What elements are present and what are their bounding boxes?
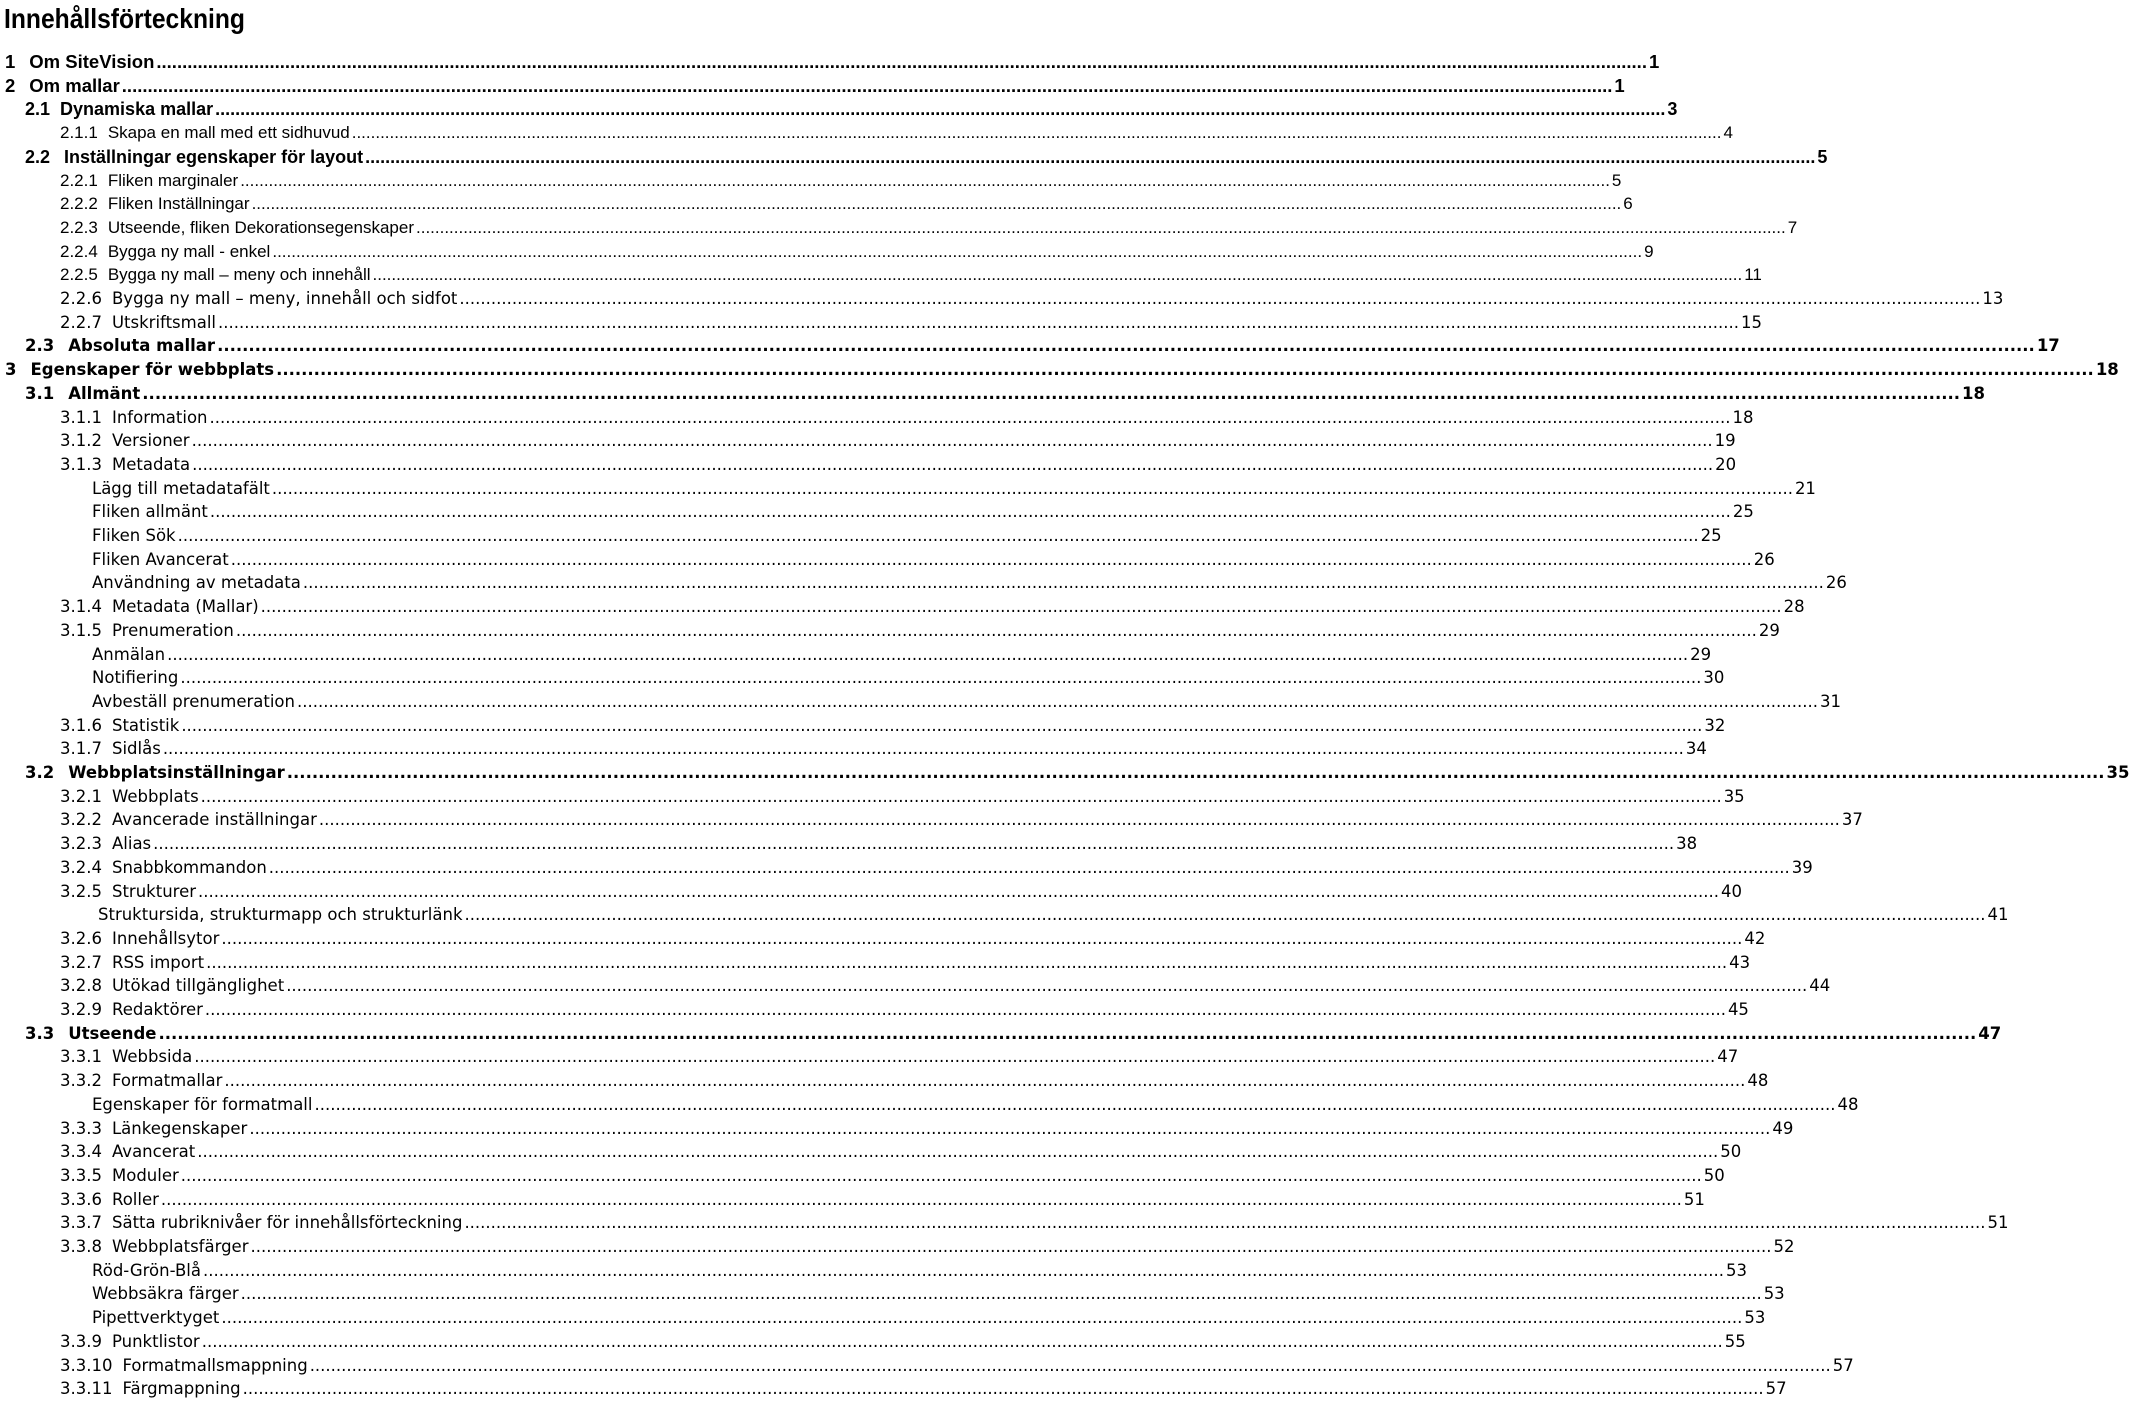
toc-entry[interactable] bbox=[0, 619, 1780, 643]
toc-entry-page: 9 bbox=[1644, 242, 1654, 261]
dot-leader bbox=[287, 761, 2105, 785]
dot-leader bbox=[297, 690, 1818, 714]
toc-entry-label: Statistik bbox=[111, 716, 180, 735]
dot-leader bbox=[156, 50, 1647, 74]
dot-leader bbox=[310, 1354, 1831, 1378]
toc-entry-page: 37 bbox=[1841, 810, 1863, 829]
toc-entry-page: 53 bbox=[1763, 1284, 1785, 1303]
dot-leader bbox=[218, 311, 1739, 335]
toc-entry-label: Användning av metadata bbox=[92, 573, 301, 592]
toc-entry-page: 57 bbox=[1765, 1379, 1787, 1398]
toc-entry[interactable] bbox=[0, 714, 1726, 738]
toc-entry-number: 3.3.1 bbox=[60, 1047, 102, 1066]
toc-entry-number: 3.3 bbox=[25, 1024, 55, 1043]
toc-entry-page: 28 bbox=[1783, 597, 1805, 616]
toc-entry-label: Avbeställ prenumeration bbox=[92, 692, 295, 711]
toc-entry-label: Dynamiska mallar bbox=[60, 99, 214, 119]
dot-leader bbox=[153, 832, 1674, 856]
toc-entry-number: 2 bbox=[5, 75, 16, 96]
toc-entry-page: 35 bbox=[1723, 787, 1745, 806]
toc-entry[interactable] bbox=[0, 998, 1749, 1022]
toc-entry-page: 15 bbox=[1741, 313, 1763, 332]
toc-entry-page: 57 bbox=[1832, 1356, 1854, 1375]
toc-entry-label: Struktursida, strukturmapp och strukturlänk bbox=[98, 905, 463, 924]
dot-leader bbox=[221, 1306, 1742, 1330]
toc-entry[interactable] bbox=[0, 1259, 1748, 1283]
toc-entry[interactable] bbox=[0, 1045, 1739, 1069]
toc-entry-number: 3.1.4 bbox=[60, 597, 102, 616]
toc-entry-number: 2.1 bbox=[25, 99, 51, 119]
dot-leader bbox=[272, 240, 1642, 264]
toc-entry[interactable] bbox=[0, 1093, 1859, 1117]
dot-leader bbox=[203, 1259, 1724, 1283]
toc-entry-number: 2.3 bbox=[25, 336, 55, 355]
toc-entry-page: 39 bbox=[1791, 858, 1813, 877]
dot-leader bbox=[217, 334, 2035, 358]
toc-entry-label: Fliken Avancerat bbox=[92, 550, 229, 569]
toc-entry-label: Webbsäkra färger bbox=[92, 1284, 239, 1303]
dot-leader bbox=[269, 856, 1790, 880]
toc-entry-page: 50 bbox=[1703, 1166, 1725, 1185]
toc-entry-page: 48 bbox=[1747, 1071, 1769, 1090]
dot-leader bbox=[194, 1045, 1715, 1069]
dot-leader bbox=[231, 548, 1752, 572]
toc-entry-number: 3.1.2 bbox=[60, 431, 102, 450]
toc-entry[interactable] bbox=[0, 880, 1743, 904]
toc-entry-number: 2.2 bbox=[25, 147, 51, 167]
toc-entry[interactable] bbox=[0, 1354, 1854, 1378]
page-title: Innehållsförteckning bbox=[4, 3, 245, 34]
toc-entry-page: 19 bbox=[1714, 431, 1736, 450]
toc-entry[interactable] bbox=[0, 74, 1625, 98]
toc-entry-number: 2.1.1 bbox=[60, 123, 98, 142]
toc-entry-label: Utseende, fliken Dekorationsegenskaper bbox=[107, 218, 414, 237]
toc-entry-page: 55 bbox=[1724, 1332, 1746, 1351]
toc-entry-page: 11 bbox=[1744, 265, 1762, 284]
dot-leader bbox=[252, 192, 1622, 216]
toc-entry[interactable] bbox=[0, 192, 1633, 216]
toc-entry-page: 18 bbox=[1732, 408, 1754, 427]
toc-entry-label: Roller bbox=[111, 1190, 159, 1209]
toc-entry[interactable] bbox=[0, 524, 1722, 548]
toc-entry-page: 13 bbox=[1982, 289, 2004, 308]
dot-leader bbox=[198, 880, 1719, 904]
toc-entry[interactable] bbox=[0, 500, 1754, 524]
dot-leader bbox=[167, 643, 1688, 667]
toc-entry-page: 4 bbox=[1723, 123, 1733, 142]
toc-entry[interactable] bbox=[0, 121, 1733, 145]
toc-entry[interactable] bbox=[0, 1140, 1742, 1164]
toc-entry-page: 3 bbox=[1667, 99, 1678, 119]
toc-entry-number: 3.2.8 bbox=[60, 976, 102, 995]
toc-entry-page: 50 bbox=[1720, 1142, 1742, 1161]
toc-entry-label: Om mallar bbox=[29, 75, 120, 96]
toc-entry-number: 3.1.1 bbox=[60, 408, 102, 427]
toc-entry-number: 3.2.2 bbox=[60, 810, 102, 829]
toc-entry-label: Webbplatsinställningar bbox=[68, 763, 285, 782]
toc-entry-label: Egenskaper för webbplats bbox=[30, 360, 275, 379]
toc-entry-page: 26 bbox=[1825, 573, 1847, 592]
toc-entry-label: Sidlås bbox=[111, 739, 161, 758]
toc-entry[interactable] bbox=[0, 406, 1754, 430]
toc-entry[interactable] bbox=[0, 169, 1622, 193]
toc-entry-number: 3.2.4 bbox=[60, 858, 102, 877]
dot-leader bbox=[122, 74, 1613, 98]
toc-entry-label: Lägg till metadatafält bbox=[92, 479, 270, 498]
toc-entry-page: 6 bbox=[1623, 194, 1633, 213]
toc-entry-page: 53 bbox=[1726, 1261, 1748, 1280]
toc-entry-page: 18 bbox=[2095, 360, 2119, 379]
toc-entry[interactable] bbox=[0, 643, 1712, 667]
dot-leader bbox=[180, 666, 1701, 690]
toc-entry-label: Bygga ny mall – meny, innehåll och sidfot bbox=[111, 289, 458, 308]
dot-leader bbox=[459, 287, 1980, 311]
toc-entry[interactable] bbox=[0, 808, 1863, 832]
dot-leader bbox=[261, 595, 1782, 619]
toc-entry-number: 3.2 bbox=[25, 763, 55, 782]
toc-entry-page: 42 bbox=[1744, 929, 1766, 948]
toc-entry[interactable] bbox=[0, 382, 1985, 406]
toc-entry-label: Metadata bbox=[111, 455, 191, 474]
toc-entry-label: Fliken allmänt bbox=[92, 502, 208, 521]
toc-entry[interactable] bbox=[0, 1282, 1785, 1306]
dot-leader bbox=[181, 1164, 1702, 1188]
toc-entry-label: Utseende bbox=[68, 1024, 157, 1043]
dot-leader bbox=[465, 903, 1986, 927]
toc-entry-page: 1 bbox=[1614, 75, 1625, 96]
toc-entry[interactable] bbox=[0, 856, 1813, 880]
toc-entry-page: 26 bbox=[1753, 550, 1775, 569]
toc-entry[interactable] bbox=[0, 1330, 1746, 1354]
toc-entry-page: 31 bbox=[1820, 692, 1842, 711]
toc-entry[interactable] bbox=[0, 1117, 1794, 1141]
toc-entry-label: RSS import bbox=[111, 953, 205, 972]
dot-leader bbox=[210, 500, 1731, 524]
toc-entry-number: 3.1.5 bbox=[60, 621, 102, 640]
toc-entry-page: 5 bbox=[1817, 147, 1828, 167]
toc-entry-page: 47 bbox=[1717, 1047, 1739, 1066]
toc-entry-number: 3.1.6 bbox=[60, 716, 102, 735]
dot-leader bbox=[352, 121, 1722, 145]
toc-entry[interactable] bbox=[0, 1188, 1705, 1212]
toc-entry-page: 25 bbox=[1700, 526, 1722, 545]
toc-entry-label: Egenskaper för formatmall bbox=[92, 1095, 313, 1114]
dot-leader bbox=[158, 1022, 1976, 1046]
toc-entry[interactable] bbox=[0, 453, 1737, 477]
toc-entry-label: Inställningar egenskaper för layout bbox=[64, 147, 364, 167]
toc-entry-page: 20 bbox=[1715, 455, 1737, 474]
toc-entry[interactable] bbox=[0, 216, 1798, 240]
toc-entry-page: 25 bbox=[1732, 502, 1754, 521]
toc-entry[interactable] bbox=[0, 903, 2009, 927]
dot-leader bbox=[303, 571, 1824, 595]
toc-entry-label: Sätta rubriknivåer för innehållsförteckning bbox=[111, 1213, 463, 1232]
toc-entry-label: Notifiering bbox=[92, 668, 179, 687]
toc-entry-page: 47 bbox=[1978, 1024, 2002, 1043]
toc-entry-number: 3.3.7 bbox=[60, 1213, 102, 1232]
toc-entry-label: Formatmallsmappning bbox=[122, 1356, 308, 1375]
toc-entry-number: 2.2.4 bbox=[60, 242, 98, 261]
toc-entry-label: Alias bbox=[111, 834, 152, 853]
toc-entry-number: 2.2.5 bbox=[60, 265, 98, 284]
toc-entry-page: 29 bbox=[1758, 621, 1780, 640]
toc-entry-page: 52 bbox=[1773, 1237, 1795, 1256]
toc-entry[interactable] bbox=[0, 927, 1766, 951]
dot-leader bbox=[319, 808, 1840, 832]
dot-leader bbox=[202, 1330, 1723, 1354]
toc-entry-page: 17 bbox=[2036, 336, 2060, 355]
dot-leader bbox=[224, 1069, 1745, 1093]
toc-entry-page: 45 bbox=[1727, 1000, 1749, 1019]
toc-entry-page: 44 bbox=[1809, 976, 1831, 995]
dot-leader bbox=[192, 453, 1713, 477]
toc-entry-number: 2.2.7 bbox=[60, 313, 102, 332]
toc-entry-label: Prenumeration bbox=[111, 621, 234, 640]
toc-entry-page: 43 bbox=[1729, 953, 1751, 972]
toc-entry[interactable] bbox=[0, 737, 1707, 761]
toc-entry-number: 2.2.6 bbox=[60, 289, 102, 308]
toc-entry-label: Länkegenskaper bbox=[111, 1119, 248, 1138]
toc-entry-number: 3.3.2 bbox=[60, 1071, 102, 1090]
toc-entry-number: 3.3.8 bbox=[60, 1237, 102, 1256]
toc-entry-page: 7 bbox=[1787, 218, 1798, 237]
toc-entry[interactable] bbox=[0, 1235, 1795, 1259]
toc-entry-label: Allmänt bbox=[68, 384, 141, 403]
toc-entry[interactable] bbox=[0, 974, 1831, 998]
toc-entry[interactable] bbox=[0, 334, 2060, 358]
toc-entry[interactable] bbox=[0, 785, 1745, 809]
toc-entry-number: 2.2.3 bbox=[60, 218, 98, 237]
toc-entry[interactable] bbox=[0, 477, 1816, 501]
toc-entry[interactable] bbox=[0, 145, 1828, 169]
toc-entry[interactable] bbox=[0, 97, 1678, 121]
toc-entry-page: 29 bbox=[1690, 645, 1712, 664]
toc-entry[interactable] bbox=[0, 1164, 1725, 1188]
toc-entry[interactable] bbox=[0, 666, 1725, 690]
dot-leader bbox=[178, 524, 1699, 548]
toc-entry-label: Information bbox=[111, 408, 208, 427]
toc-entry-page: 38 bbox=[1676, 834, 1698, 853]
toc-entry-label: Formatmallar bbox=[111, 1071, 223, 1090]
toc-entry-label: Om SiteVision bbox=[29, 51, 155, 72]
toc-entry-page: 1 bbox=[1648, 51, 1660, 72]
toc-entry-page: 40 bbox=[1721, 882, 1743, 901]
dot-leader bbox=[464, 1211, 1985, 1235]
toc-entry-label: Bygga ny mall - enkel bbox=[107, 242, 271, 261]
toc-entry-label: Avancerat bbox=[111, 1142, 196, 1161]
toc-entry[interactable] bbox=[0, 287, 2004, 311]
toc-entry-page: 32 bbox=[1704, 716, 1726, 735]
toc-entry-label: Innehållsytor bbox=[111, 929, 220, 948]
toc-entry-number: 3.2.3 bbox=[60, 834, 102, 853]
toc-entry-number: 3.1.7 bbox=[60, 739, 102, 758]
toc-entry-page: 18 bbox=[1962, 384, 1985, 403]
toc-entry-label: Utökad tillgänglighet bbox=[111, 976, 285, 995]
toc-entry-label: Utskriftsmall bbox=[111, 313, 216, 332]
toc-entry-number: 2.2.1 bbox=[60, 171, 98, 190]
dot-leader bbox=[251, 1235, 1772, 1259]
toc-entry-page: 34 bbox=[1685, 739, 1707, 758]
toc-entry-number: 3 bbox=[5, 360, 17, 379]
toc-entry[interactable] bbox=[0, 761, 2130, 785]
toc-entry-label: Anmälan bbox=[92, 645, 166, 664]
toc-entry-label: Webbplats bbox=[111, 787, 199, 806]
toc-entry-number: 3.3.11 bbox=[60, 1379, 113, 1398]
dot-leader bbox=[197, 1140, 1718, 1164]
toc-entry-number: 3.3.6 bbox=[60, 1190, 102, 1209]
toc-entry-page: 48 bbox=[1837, 1095, 1859, 1114]
toc-entry-label: Pipettverktyget bbox=[92, 1308, 220, 1327]
toc-entry-page: 41 bbox=[1987, 905, 2009, 924]
toc-entry[interactable] bbox=[0, 548, 1775, 572]
dot-leader bbox=[249, 1117, 1770, 1141]
toc-entry-number: 3.3.9 bbox=[60, 1332, 102, 1351]
dot-leader bbox=[201, 785, 1722, 809]
toc-entry[interactable] bbox=[0, 50, 1660, 74]
toc-entry-number: 3.2.5 bbox=[60, 882, 102, 901]
toc-entry-page: 5 bbox=[1611, 171, 1622, 190]
dot-leader bbox=[240, 169, 1610, 193]
toc-entry[interactable] bbox=[0, 358, 2119, 382]
toc-entry-number: 2.2.2 bbox=[60, 194, 98, 213]
dot-leader bbox=[210, 406, 1731, 430]
toc-entry-number: 3.1 bbox=[25, 384, 55, 403]
toc-entry[interactable] bbox=[0, 571, 1847, 595]
toc-entry-number: 3.3.10 bbox=[60, 1356, 113, 1375]
toc-entry-label: Fliken marginaler bbox=[107, 171, 239, 190]
toc-entry-label: Punktlistor bbox=[111, 1332, 200, 1351]
dot-leader bbox=[215, 97, 1665, 121]
dot-leader bbox=[373, 263, 1743, 287]
toc-entry-page: 21 bbox=[1794, 479, 1816, 498]
dot-leader bbox=[236, 619, 1757, 643]
toc-entry-number: 3.2.9 bbox=[60, 1000, 102, 1019]
dot-leader bbox=[192, 429, 1713, 453]
dot-leader bbox=[272, 477, 1793, 501]
toc-entry-number: 3.2.7 bbox=[60, 953, 102, 972]
toc-entry-label: Webbsida bbox=[111, 1047, 193, 1066]
dot-leader bbox=[181, 714, 1702, 738]
toc-entry-number: 3.3.5 bbox=[60, 1166, 102, 1185]
toc-entry-page: 35 bbox=[2106, 763, 2130, 782]
toc-entry[interactable] bbox=[0, 1069, 1769, 1093]
toc-entry-page: 30 bbox=[1703, 668, 1725, 687]
toc-entry-label: Fliken Inställningar bbox=[107, 194, 250, 213]
toc-entry-number: 1 bbox=[5, 51, 16, 72]
toc-entry[interactable] bbox=[0, 429, 1736, 453]
toc-entry-page: 51 bbox=[1683, 1190, 1705, 1209]
dot-leader bbox=[286, 974, 1807, 998]
dot-leader bbox=[163, 737, 1684, 761]
dot-leader bbox=[276, 358, 2094, 382]
toc-entry[interactable] bbox=[0, 1022, 2002, 1046]
toc-entry-label: Metadata (Mallar) bbox=[111, 597, 259, 616]
toc-entry-label: Snabbkommandon bbox=[111, 858, 267, 877]
toc-entry-label: Versioner bbox=[111, 431, 190, 450]
dot-leader bbox=[161, 1188, 1682, 1212]
toc-entry-label: Färgmappning bbox=[122, 1379, 241, 1398]
toc-entry-label: Moduler bbox=[111, 1166, 179, 1185]
dot-leader bbox=[314, 1093, 1835, 1117]
toc-entry-label: Redaktörer bbox=[111, 1000, 203, 1019]
toc-entry-label: Absoluta mallar bbox=[68, 336, 216, 355]
dot-leader bbox=[241, 1282, 1762, 1306]
dot-leader bbox=[243, 1377, 1764, 1401]
dot-leader bbox=[206, 951, 1727, 975]
toc-entry[interactable] bbox=[0, 1306, 1766, 1330]
toc-entry-label: Skapa en mall med ett sidhuvud bbox=[107, 123, 350, 142]
toc-entry-number: 3.2.1 bbox=[60, 787, 102, 806]
toc-entry-page: 53 bbox=[1744, 1308, 1766, 1327]
toc-entry-label: Fliken Sök bbox=[92, 526, 176, 545]
toc-entry-label: Webbplatsfärger bbox=[111, 1237, 249, 1256]
dot-leader bbox=[416, 216, 1786, 240]
toc-entry[interactable] bbox=[0, 690, 1842, 714]
toc-entry-number: 3.2.6 bbox=[60, 929, 102, 948]
toc-entry-page: 51 bbox=[1987, 1213, 2009, 1232]
toc-entry-page: 49 bbox=[1772, 1119, 1794, 1138]
toc-entry[interactable] bbox=[0, 951, 1751, 975]
dot-leader bbox=[205, 998, 1726, 1022]
toc-entry-number: 3.3.3 bbox=[60, 1119, 102, 1138]
toc-entry-label: Avancerade inställningar bbox=[111, 810, 317, 829]
toc-entry-number: 3.3.4 bbox=[60, 1142, 102, 1161]
toc-entry-label: Strukturer bbox=[111, 882, 197, 901]
dot-leader bbox=[142, 382, 1960, 406]
toc-entry-label: Röd-Grön-Blå bbox=[92, 1261, 201, 1280]
toc-entry[interactable] bbox=[0, 311, 1763, 335]
toc-entry[interactable] bbox=[0, 263, 1762, 287]
toc-entry-label: Bygga ny mall – meny och innehåll bbox=[107, 265, 371, 284]
toc-entry[interactable] bbox=[0, 832, 1698, 856]
toc-entry-number: 3.1.3 bbox=[60, 455, 102, 474]
dot-leader bbox=[221, 927, 1742, 951]
toc-entry[interactable] bbox=[0, 1211, 2009, 1235]
dot-leader bbox=[365, 145, 1815, 169]
toc-entry[interactable] bbox=[0, 595, 1805, 619]
toc-entry[interactable] bbox=[0, 1377, 1787, 1401]
toc-entry[interactable] bbox=[0, 240, 1654, 264]
